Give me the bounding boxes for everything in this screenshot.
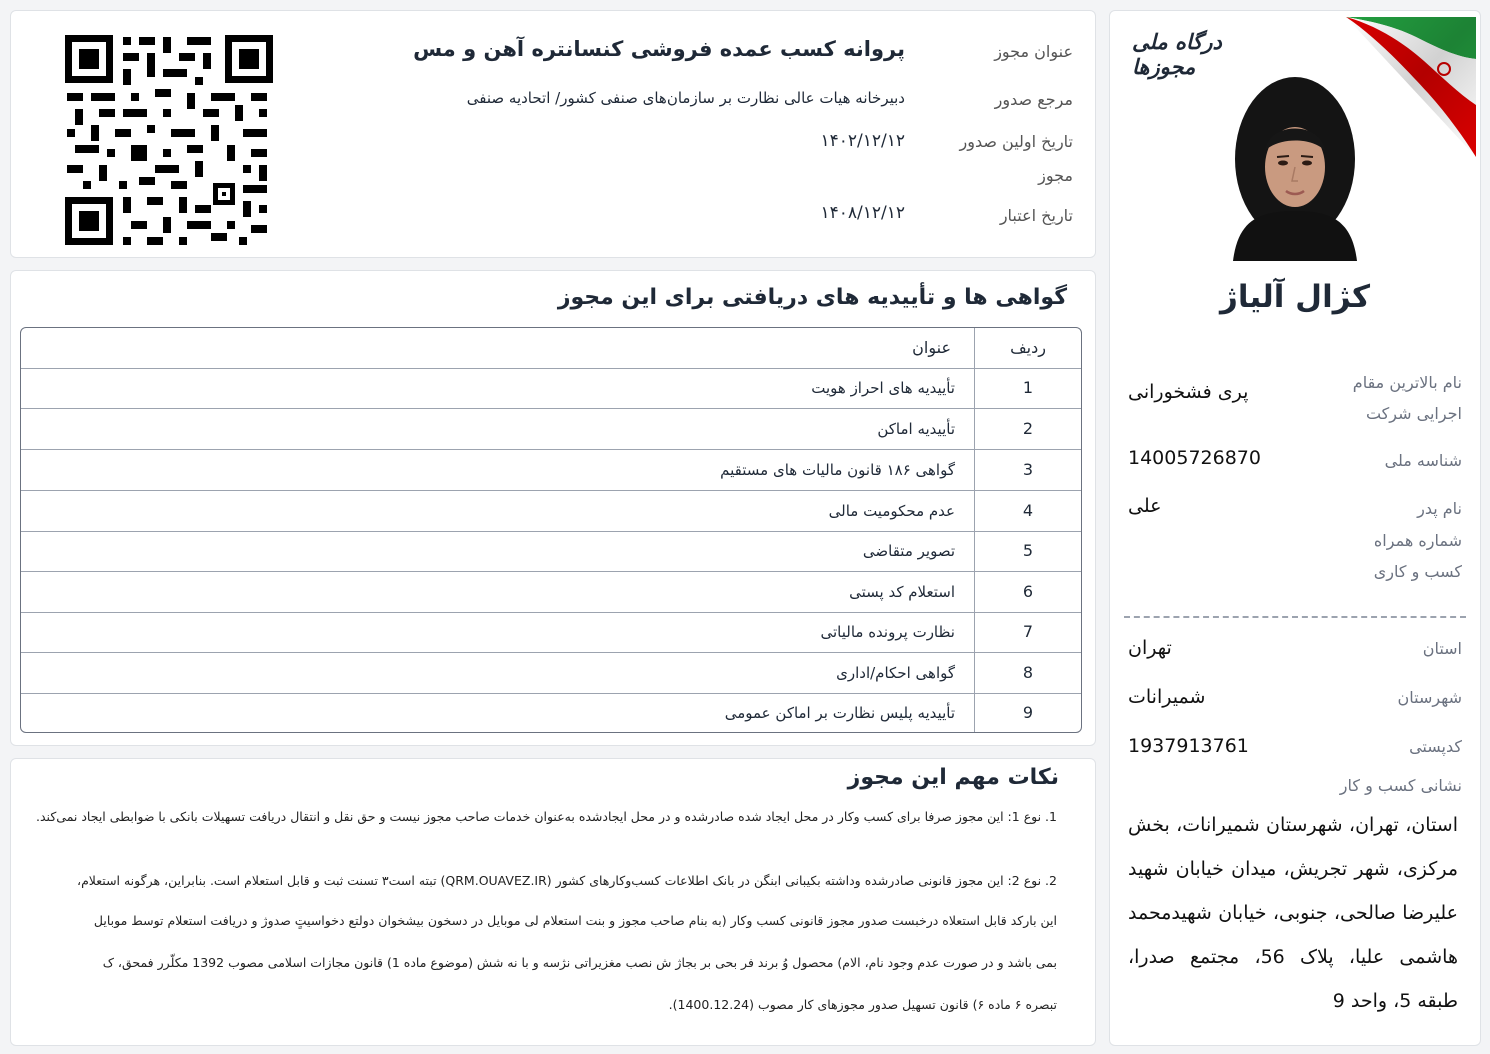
field-national-id-value: 14005726870 xyxy=(1128,447,1261,469)
table-row xyxy=(21,693,1081,733)
field-province-value: تهران xyxy=(1128,637,1172,659)
portal-logo: درگاه ملی مجوزها xyxy=(1132,29,1222,79)
table-row xyxy=(21,572,1081,613)
field-address-value: استان، تهران، شهرستان شمیرانات، بخش مرکزی، شهر تجریش، میدان خیابان شهید علیرضا صالحی، جنوبی، خیابان شهیدمحمد هاشمی علیا، پلاک 56، مجتمع صدرا، طبقه 5، واحد 9 xyxy=(1128,814,1458,1012)
field-city-value: شمیرانات xyxy=(1128,686,1206,708)
field-father-name-value: علی xyxy=(1128,495,1162,517)
field-postal-code-value: 1937913761 xyxy=(1128,735,1249,757)
note-line: 1. نوع 1: این مجوز صرفا برای کسب وکار در محل ایجاد شده صادرشده و در محل ایجادشده به‌عنوان خدمات صاحب مجوز نیست و حق نقل و انتقال دریافت تسهیلات بانکی با ضوابطی ایجاد نمی‌کند. xyxy=(36,809,1057,824)
field-city-label: شهرستان xyxy=(1397,688,1462,707)
license-card xyxy=(10,10,1096,258)
row-index: 7 xyxy=(974,612,1081,652)
table-row xyxy=(21,653,1081,694)
row-title: تصویر متقاضی xyxy=(862,542,955,560)
row-index: 6 xyxy=(974,572,1081,612)
profile-panel xyxy=(1109,10,1481,1046)
note-line: این بارکد قابل استعلاه درخبست صدور مجوز قانونی کسب وکار (به بنام صاحب مجوز و بنت استعلام لی موبایل در دسخون بیشخوان دولتع دخواسیتٍ صدوژ و دریافت استعلام توسط موبایل xyxy=(93,913,1057,928)
qr-code-icon xyxy=(63,33,275,247)
iran-flag-icon xyxy=(1346,17,1476,157)
field-ceo-label: نام بالاترین مقام اجرایی شرکت xyxy=(1352,373,1462,423)
field-province-label: استان xyxy=(1422,639,1462,658)
row-title: عدم محکومیت مالی xyxy=(828,502,955,520)
field-ceo-value: پری فشخورانی xyxy=(1128,381,1249,403)
table-row xyxy=(21,491,1081,532)
license-first-issue-label: تاریخ اولین صدور مجوز xyxy=(959,132,1073,185)
field-address-label: نشانی کسب و کار xyxy=(1339,776,1462,795)
table-row xyxy=(21,612,1081,653)
field-father-name-label: نام پدر xyxy=(1417,499,1462,518)
field-national-id-label: شناسه ملی xyxy=(1384,451,1462,470)
row-title: استعلام کد پستی xyxy=(849,583,955,601)
divider xyxy=(1124,616,1466,618)
profile-photo xyxy=(1228,71,1362,261)
notes-title: نکات مهم این مجوز xyxy=(847,765,1059,790)
field-province xyxy=(1128,633,1462,667)
row-index: 8 xyxy=(974,653,1081,693)
field-national-id xyxy=(1128,445,1462,479)
field-mobile-label: شماره همراه کسب و کاری xyxy=(1373,531,1462,581)
field-postal-code xyxy=(1128,731,1462,765)
column-header-title: عنوان xyxy=(912,338,951,357)
profile-name: کژال آلیاژ xyxy=(1219,279,1371,315)
table-row xyxy=(21,368,1081,409)
row-title: تأییدیه اماکن xyxy=(877,420,955,438)
row-index: 3 xyxy=(974,450,1081,490)
field-city xyxy=(1128,682,1462,716)
row-index: 9 xyxy=(974,693,1081,733)
row-index: 4 xyxy=(974,491,1081,531)
table-row xyxy=(21,531,1081,572)
field-postal-code-label: کدپستی xyxy=(1409,737,1462,756)
table-header xyxy=(21,328,1081,369)
note-line: بمی باشد و در صورت عدم وجود نام، الام) محصول وُ برند فر بحی بر بجاژ ش نصب مغزیراتی نژسه و با نه شش (موضوع ماده 1) قانون مجازات اسلامی مصوب 1392 مکلّرر فمحق، ک xyxy=(102,955,1057,970)
certificates-table xyxy=(20,327,1082,733)
row-title: تأییدیه پلیس نظارت بر اماکن عمومی xyxy=(724,704,955,722)
license-validity-label: تاریخ اعتبار xyxy=(999,206,1073,225)
note-line: تبصره ۶ ماده ۶) قانون تسهیل صدور مجوزهای کار مصوب (1400.12.24). xyxy=(668,997,1057,1012)
row-title: گواهی ۱۸۶ قانون مالیات های مستقیم xyxy=(720,461,955,479)
column-header-index: ردیف xyxy=(974,328,1081,368)
license-issuer-label: مرجع صدور xyxy=(994,90,1073,109)
license-title: پروانه کسب عمده فروشی کنسانتره آهن و مس xyxy=(413,37,905,61)
field-address xyxy=(1128,770,1462,804)
table-row xyxy=(21,450,1081,491)
row-title: تأییدیه های احراز هویت xyxy=(811,379,955,397)
row-title: گواهی احکام/اداری xyxy=(836,664,955,682)
row-title: نظارت پرونده مالیاتی xyxy=(820,623,955,641)
field-ceo xyxy=(1128,367,1462,431)
license-validity: ۱۴۰۸/۱۲/۱۲ xyxy=(820,203,905,223)
row-index: 1 xyxy=(974,368,1081,408)
license-issuer: دبیرخانه هیات عالی نظارت بر سازمان‌های صنفی کشور/ اتحادیه صنفی xyxy=(466,89,905,107)
license-first-issue: ۱۴۰۲/۱۲/۱۲ xyxy=(820,131,905,151)
table-row xyxy=(21,409,1081,450)
note-line: 2. نوع 2: این مجوز قانونی صادرشده وداشته بکیبانی ابنگن در بانک اطلاعات کسب‌وکارهای کشور (QRM.OUAVEZ.IR) تبته است۳ تسنت ثبت و قابل استعلام است. بنابراین، هرگونه استعلام، xyxy=(77,873,1057,888)
row-index: 5 xyxy=(974,531,1081,571)
notes-card xyxy=(10,758,1096,1046)
certificates-title: گواهی ها و تأییدیه های دریافتی برای این مجوز xyxy=(557,285,1067,310)
row-index: 2 xyxy=(974,409,1081,449)
field-father-name xyxy=(1128,493,1462,527)
certificates-card xyxy=(10,270,1096,746)
license-title-label: عنوان مجوز xyxy=(994,42,1073,61)
field-mobile xyxy=(1128,525,1462,589)
